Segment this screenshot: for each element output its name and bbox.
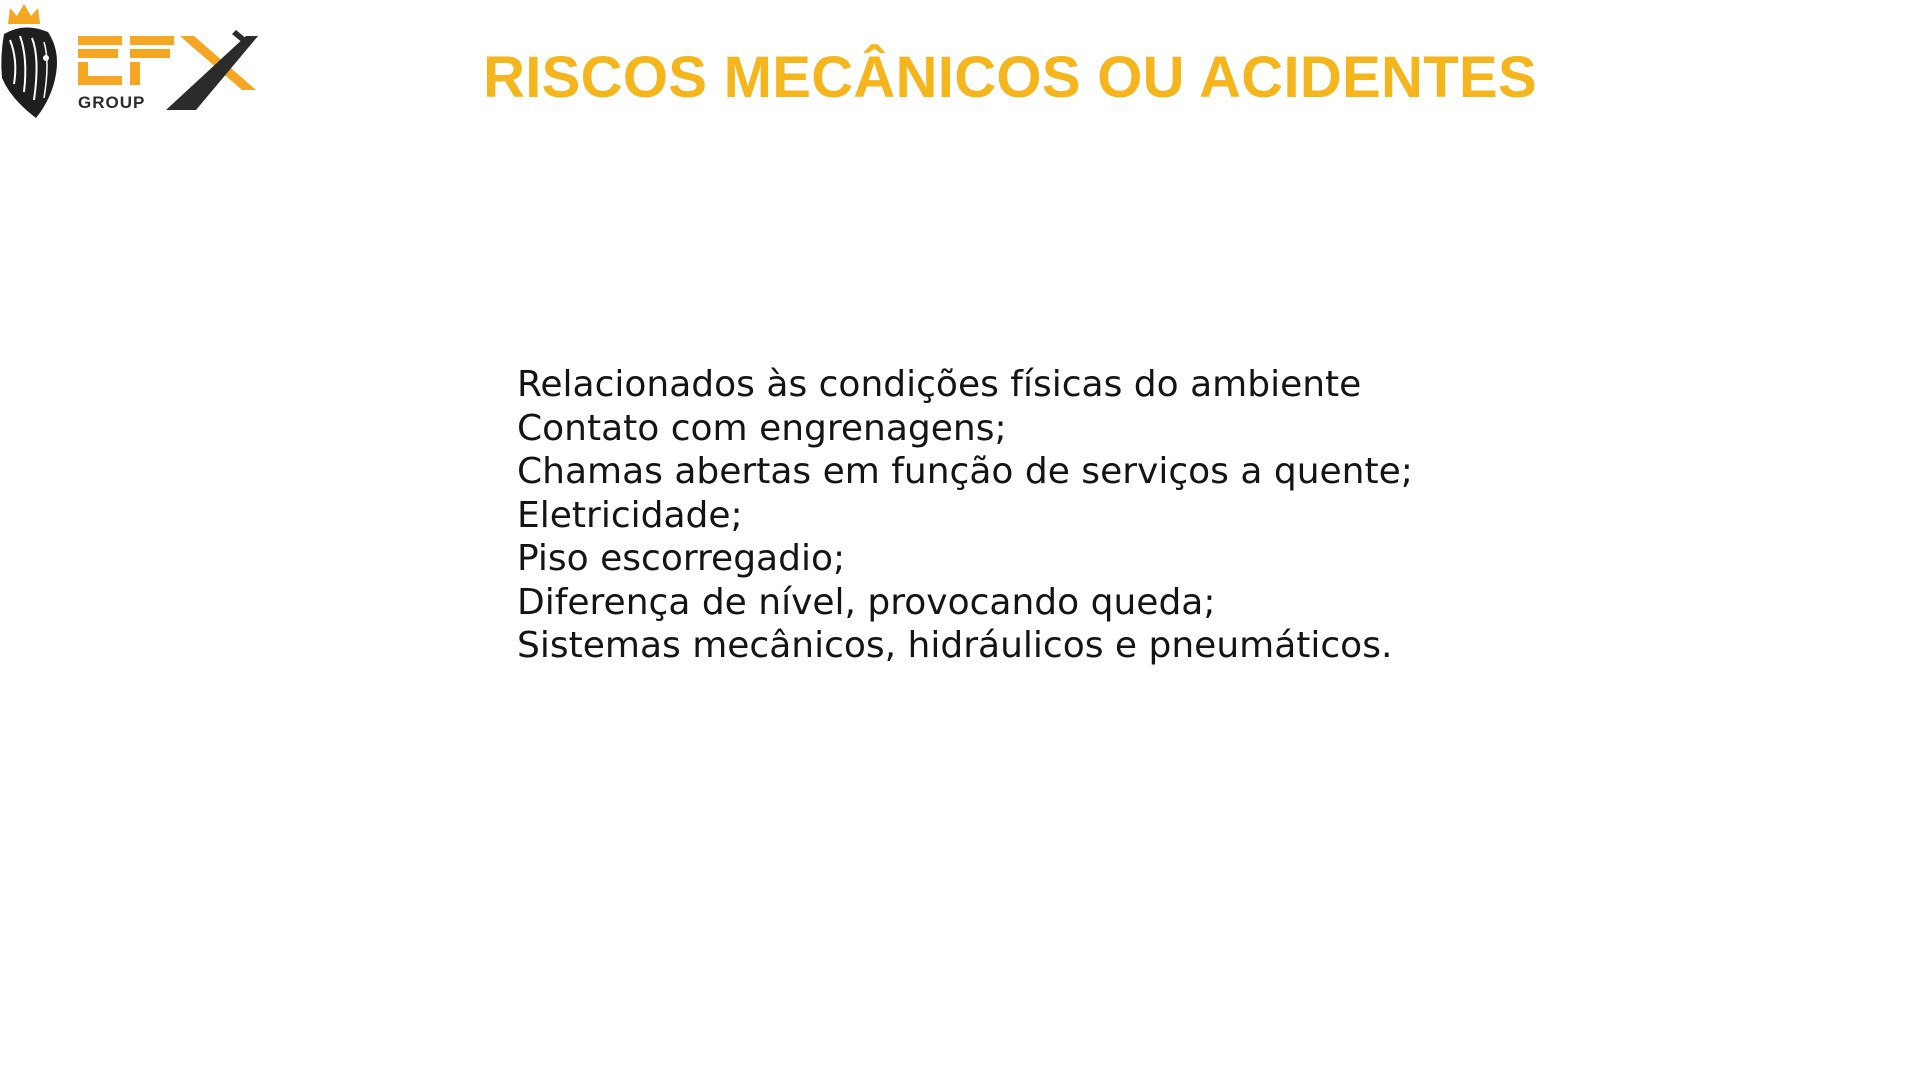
svg-text:GROUP: GROUP (78, 93, 146, 112)
logo-letter-f (130, 36, 174, 85)
list-item: Diferença de nível, provocando queda; (517, 581, 1216, 623)
efx-group-logo (0, 0, 262, 125)
list-item: Relacionados às condições físicas do ambiente (517, 364, 1362, 405)
slide-title: RISCOS MECÂNICOS OU ACIDENTES (483, 45, 1537, 110)
lion-head-icon (1, 27, 57, 118)
list-item: Piso escorregadio; (517, 538, 846, 579)
list-item: Eletricidade; (517, 494, 743, 536)
list-item: Sistemas mecânicos, hidráulicos e pneumáticos. (517, 625, 1393, 666)
risk-list (517, 363, 1413, 668)
list-item: Chamas abertas em função de serviços a quente; (517, 451, 1413, 492)
list-item: Contato com engrenagens; (517, 407, 1007, 449)
logo-letter-e (78, 36, 122, 85)
crown-icon (8, 4, 40, 24)
logo-letter-x (166, 30, 258, 110)
